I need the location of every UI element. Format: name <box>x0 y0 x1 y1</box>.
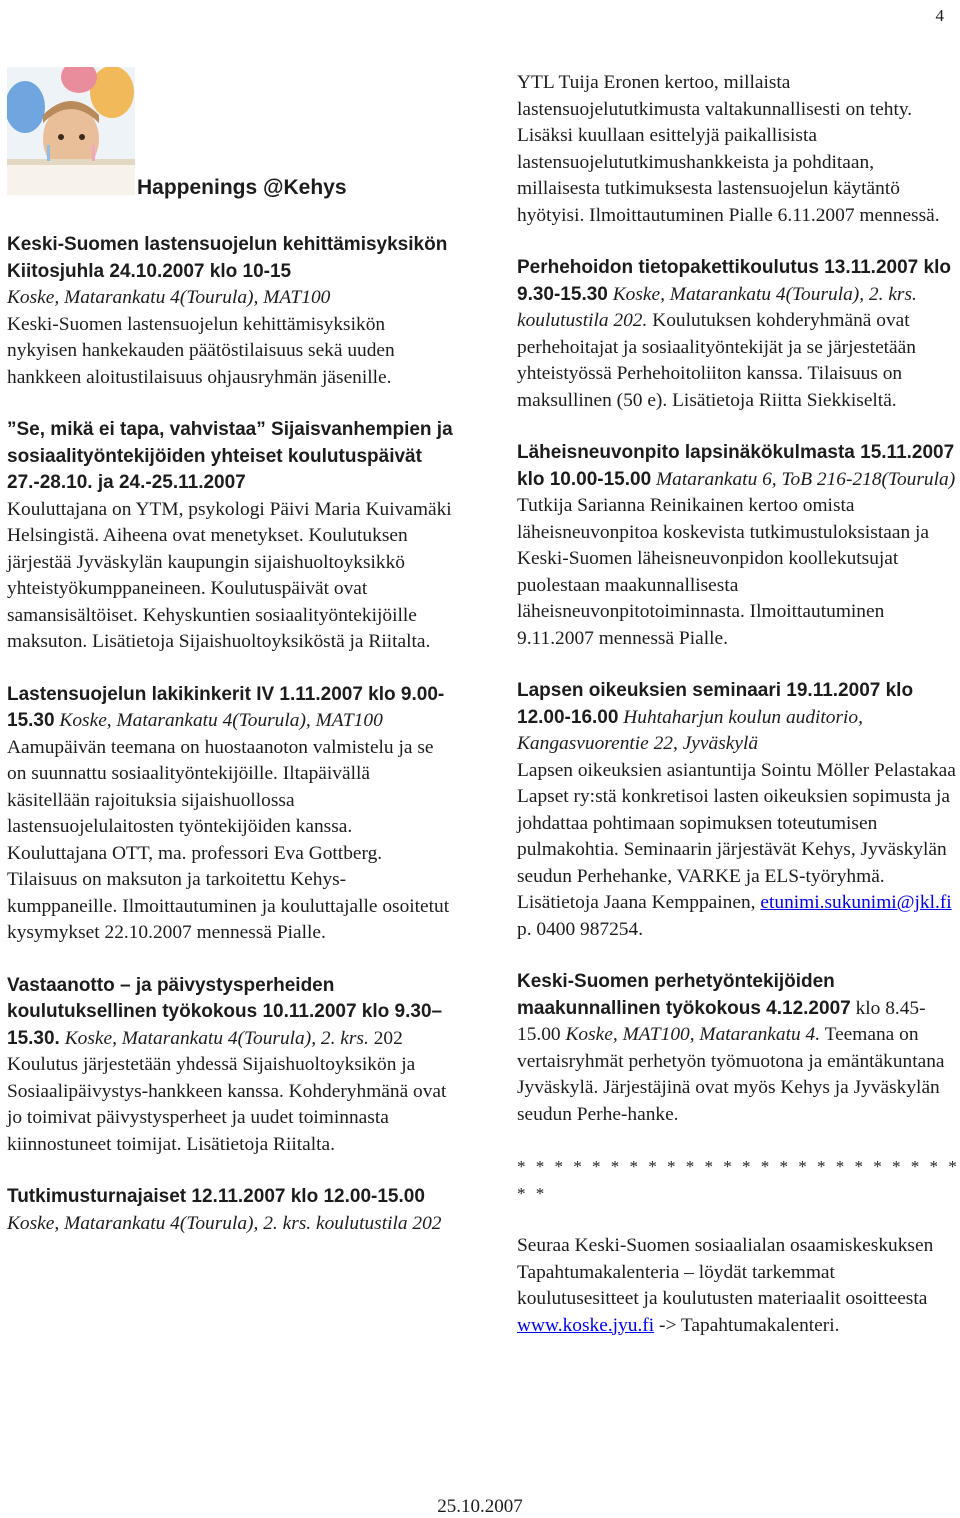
event-koulutuspaivat <box>7 417 455 656</box>
footer-date: 25.10.2007 <box>437 1496 523 1517</box>
event-text: Keski-Suomen lastensuojelun kehittämisyksikön nykyisen hankekauden päätöstilaisuus sekä uuden hankkeen aloitustilaisuus ohjausryhmän jäsenille. <box>7 313 395 388</box>
page-number: 4 <box>935 6 944 25</box>
event-vastaanotto <box>7 973 455 1159</box>
event-text: Aamupäivän teemana on huostaanoton valmistelu ja se on suunnattu sosiaalityöntekijöille. Iltapäivällä käsitellään rajoituksia sijaishuollossa lastensuojelulaitosten työntekijöiden kanssa. Kouluttajana OTT, ma. professori Eva Gottberg. Tilaisuus on maksuton ja tarkoitettu Kehys-kumppaneille. Ilmoittautuminen ja kouluttajalle osoitetut kysymykset 22.10.2007 mennessä Pialle. <box>7 736 450 943</box>
event-time: klo 8.45-15.00 <box>517 997 926 1045</box>
outro-tail: -> Tapahtumakalenteri. <box>659 1314 840 1336</box>
event-title: Lastensuojelun lakikinkerit IV 1.11.2007 klo 9.00-15.30 <box>7 683 445 731</box>
event-text: Kouluttajana on YTM, psykologi Päivi Maria Kuivamäki Helsingistä. Aiheena ovat menetykset. Koulutuksen järjestää Jyväskylän kaupungin sijaishuoltoyksikkö yhteistyökumppaneineen. Koulutuspäivät ovat samansisältöiset. Kehyskuntien sosiaalityöntekijöille maksuton. Lisätietoja Sijaishuoltoyksiköstä ja Riitalta. <box>7 498 452 652</box>
event-laheisneuvonpito <box>517 440 960 652</box>
right-column <box>517 70 960 1365</box>
intro-paragraph: YTL Tuija Eronen kertoo, millaista lastensuojelututkimusta valtakunnallisesti on tehty. Lisäksi kuullaan esittelyjä paikallisista lastensuojelututkimushankkeista ja pohditaan, millaisesta tutkimuksesta lastensuojelun käytäntö hyötyisi. Ilmoittautuminen Pialle 6.11.2007 mennessä. <box>517 72 940 226</box>
outro-text: Seuraa Keski-Suomen sosiaalialan osaamiskeskuksen Tapahtumakalenteria – löydät tarkemmat koulutusesitteet ja koulutusten materiaalit osoitteesta <box>517 1235 934 1309</box>
event-location: Matarankatu 6, ToB 216-218(Tourula) <box>656 468 956 490</box>
event-title: Vastaanotto – ja päivystysperheiden koulutuksellinen työkokous 10.11.2007 klo 9.30– 15.30. <box>7 974 443 1049</box>
website-link[interactable]: www.koske.jyu.fi <box>517 1314 655 1336</box>
page-header: Happenings @Kehys <box>137 176 347 199</box>
event-lapsen-oikeudet <box>517 678 960 943</box>
event-location: Koske, Matarankatu 4(Tourula), MAT100 <box>7 287 331 308</box>
event-perhetyo <box>517 969 960 1128</box>
outro-paragraph <box>517 1233 960 1339</box>
event-title: Tutkimusturnajaiset 12.11.2007 klo 12.00-15.00 <box>7 1186 425 1207</box>
event-title: Lapsen oikeuksien seminaari 19.11.2007 klo 12.00-16.00 <box>517 680 914 728</box>
event-location: Koske, Matarankatu 4(Tourula), 2. krs. koulutustila 202 <box>7 1212 442 1234</box>
event-location: Koske, MAT100, Matarankatu 4. <box>565 1024 821 1045</box>
event-location-room: 202 <box>373 1027 403 1049</box>
event-location: Huhtaharjun koulun auditorio, Kangasvuorentie 22, Jyväskylä <box>517 706 863 754</box>
phone-number: p. 0400 987254. <box>517 918 644 940</box>
event-text: Koulutuksen kohderyhmänä ovat perhehoitajat ja sosiaalityöntekijät ja se järjestetään yhteistyössä Perhehoitoliiton kanssa. Tilaisuus on maksullinen (50 e). Lisätietoja Riitta Siekkiseltä. <box>517 310 916 411</box>
event-title: Läheisneuvonpito lapsinäkökulmasta 15.11.2007 klo 10.00-15.00 <box>517 442 955 490</box>
event-text: Koulutus järjestetään yhdessä Sijaishuoltoyksikön ja Sosiaalipäivystys-hankkeen kanssa. Kohderyhmänä ovat jo toimivat päivystysperheet ja uudet toiminnasta kiinnostuneet toimijat. Lisätietoja Riitalta. <box>7 1054 447 1155</box>
event-text: Lapsen oikeuksien asiantuntija Sointu Möller Pelastakaa Lapset ry:stä konkretisoi lasten oikeuksien sopimusta ja johdattaa pohtimaan sopimuksen toteutumisen pulmakohtia. Seminaarin järjestävät Kehys, Jyväskylän seudun Perhehanke, VARKE ja ELS-työryhmä. Lisätietoja Jaana Kemppainen, <box>517 759 956 913</box>
event-title: ”Se, mikä ei tapa, vahvistaa” Sijaisvanhempien ja sosiaalityöntekijöiden yhteiset koulutuspäivät 27.-28.10. ja 24.-25.11.2007 <box>7 419 453 493</box>
email-link[interactable]: etunimi.sukunimi@jkl.fi <box>760 892 952 913</box>
event-location: Koske, Matarankatu 4(Tourula), 2. krs. koulutustila 202. <box>517 283 917 331</box>
event-title: Keski-Suomen lastensuojelun kehittämisyksikön Kiitosjuhla 24.10.2007 klo 10-15 <box>7 234 448 282</box>
event-location: Koske, Matarankatu 4(Tourula), 2. krs. <box>64 1027 369 1049</box>
event-title: Keski-Suomen perhetyöntekijöiden maakunnallinen työkokous 4.12.2007 <box>517 971 851 1019</box>
event-text: Teemana on vertaisryhmät perhetyön työmuotona ja emäntäkuntana Jyväskylä. Järjestäjinä ovat myös Kehys ja Jyväskylän seudun Perhe-hanke. <box>517 1024 945 1125</box>
event-title: Perhehoidon tietopakettikoulutus 13.11.2007 klo 9.30-15.30 <box>517 257 951 305</box>
event-tutkimusturnajaiset <box>7 1184 455 1237</box>
event-location: Koske, Matarankatu 4(Tourula), MAT100 <box>59 710 383 731</box>
left-column <box>7 232 455 1263</box>
party-photo <box>7 67 135 195</box>
event-lakikinkerit <box>7 682 455 947</box>
event-kiitosjuhla <box>7 232 455 391</box>
star-divider: * * * * * * * * * * * * * * * * * * * * * * * * * * <box>517 1157 960 1203</box>
event-text: Tutkija Sarianna Reinikainen kertoo omista läheisneuvonpitoa koskevista tutkimustuloksistaan ja Keski-Suomen läheisneuvonpidon koollekutsujat puolestaan maakunnallisesta läheisneuvonpitotoiminnasta. Ilmoittautuminen 9.11.2007 mennessä Pialle. <box>517 495 929 649</box>
event-perhehoito <box>517 255 960 414</box>
